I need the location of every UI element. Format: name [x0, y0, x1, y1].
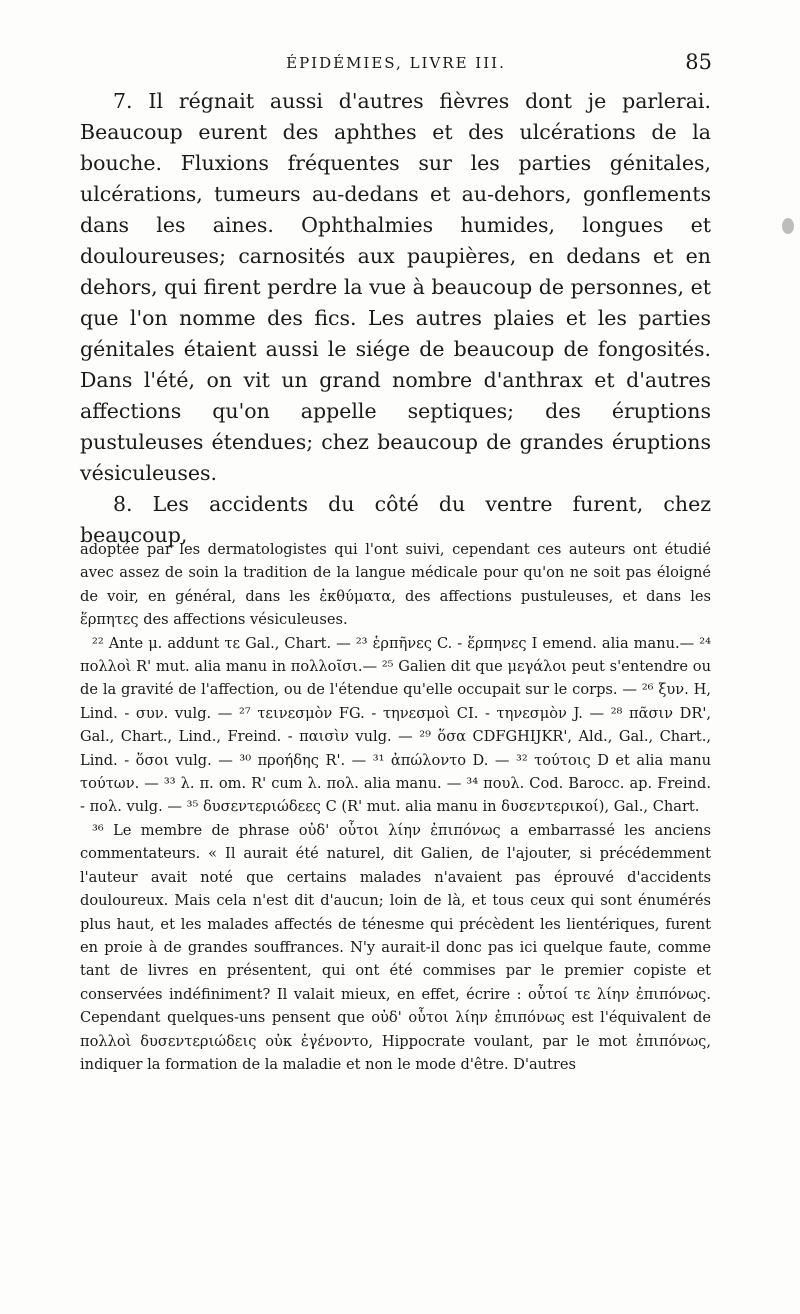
running-head: ÉPIDÉMIES, LIVRE III.	[286, 54, 506, 72]
page-header	[80, 50, 712, 80]
footnote-36: ³⁶ Le membre de phrase οὐδ' οὗτοι λίην ἐπιπόνως a embarrassé les anciens commentateurs. « Il aurait été naturel, dit Galien, de l'ajouter, si précédemment l'auteur avait noté que certains malades n'avaient pas éprouvé d'accidents douloureux. Mais cela n'est dit d'aucun; loin de là, et tous ceux qui sont énumérés plus haut, et les malades affectés de ténesme qui précèdent les lientériques, furent en proie à de grandes souffrances. N'y aurait-il donc pas ici quelque faute, comme tant de livres en présentent, qui ont été commises par le premier copiste et conservées indéfiniment? Il valait mieux, en effet, écrire : οὗτοί τε λίην ἐπιπόνως. Cependant quelques-uns pensent que οὐδ' οὗτοι λίην ἐπιπόνως est l'équivalent de πολλοὶ δυσεντεριώδεις οὐκ ἐγένοντο, Hippocrate voulant, par le mot ἐπιπόνως, indiquer la formation de la maladie et non le mode d'être. D'autres	[80, 821, 711, 1073]
footnotes	[80, 538, 711, 1076]
paper-speck	[782, 218, 794, 234]
paragraph-8: 8. Les accidents du côté du ventre furent, chez beaucoup,	[80, 492, 711, 547]
page-number: 85	[685, 50, 712, 74]
paragraph-7: 7. Il régnait aussi d'autres fièvres dont je parlerai. Beaucoup eurent des aphthes et des ulcérations de la bouche. Fluxions fréquentes sur les parties génitales, ulcérations, tumeurs au-dedans et au-dehors, gonflements dans les aines. Ophthalmies humides, longues et douloureuses; carnosités aux paupières, en dedans et en dehors, qui firent perdre la vue à beaucoup de personnes, et que l'on nomme des fics. Les autres plaies et les parties génitales étaient aussi le siége de beaucoup de fongosités. Dans l'été, on vit un grand nombre d'anthrax et d'autres affections qu'on appelle septiques; des éruptions pustuleuses étendues; chez beaucoup de grandes éruptions vésiculeuses.	[80, 89, 711, 485]
footnotes-22-35: ²² Ante μ. addunt τε Gal., Chart. — ²³ ἑρπῆνες C. - ἕρπηνες I emend. alia manu.— ²⁴ πολλοὶ R' mut. alia manu in πολλοῖσι.— ²⁵ Galien dit que μεγάλοι peut s'entendre ou de la gravité de l'affection, ou de l'étendue qu'elle occupait sur le corps. — ²⁶ ξυν. H, Lind. - συν. vulg. — ²⁷ τεινεσμὸν FG. - τηνεσμοὶ CI. - τηνεσμὸν J. — ²⁸ πᾶσιν DR', Gal., Chart., Lind., Freind. - παισὶν vulg. — ²⁹ ὅσα CDFGHIJKR', Ald., Gal., Chart., Lind. - ὅσοι vulg. — ³⁰ προήδης R'. — ³¹ ἀπώλοντο D. — ³² τούτοις D et alia manu τούτων. — ³³ λ. π. om. R' cum λ. πολ. alia manu. — ³⁴ πουλ. Cod. Barocc. ap. Freind. - πολ. vulg. — ³⁵ δυσεντεριώδεες C (R' mut. alia manu in δυσεντερικοί), Gal., Chart.	[80, 634, 711, 816]
main-text	[80, 86, 711, 551]
footnote-continuation: adoptée par les dermatologistes qui l'ont suivi, cependant ces auteurs ont étudié avec assez de soin la tradition de la langue médicale pour qu'on ne soit pas éloigné de voir, en général, dans les ἐκθύματα, des affections pustuleuses, et dans les ἕρπητες des affections vésiculeuses.	[80, 541, 711, 629]
